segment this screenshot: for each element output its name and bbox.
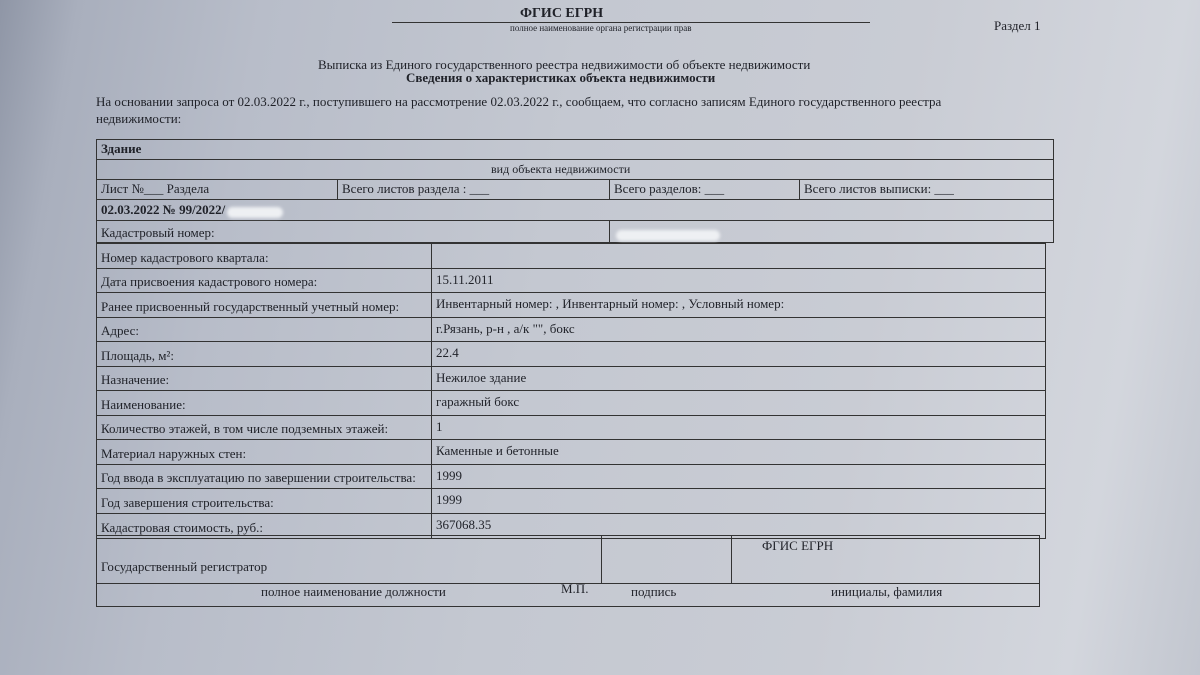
field-row <box>97 293 1045 318</box>
registrar-caption: полное наименование должности <box>261 584 446 599</box>
characteristics-table <box>96 243 1046 539</box>
signature-org-text: ФГИС ЕГРН <box>762 538 834 553</box>
field-label: Кадастровая стоимость, руб.: <box>101 520 264 535</box>
field-label: Дата присвоения кадастрового номера: <box>101 274 318 289</box>
extract-title: Выписка из Единого государственного реестра недвижимости об объекте недвижимости <box>318 57 811 72</box>
cadastral-number-value <box>609 221 1053 243</box>
registrar-label: Государственный регистратор <box>101 559 268 574</box>
field-value: Инвентарный номер: , Инвентарный номер: , Условный номер: <box>431 293 1045 317</box>
redaction-mark <box>227 207 283 218</box>
field-value: г.Рязань, р-н , а/к "", бокс <box>431 318 1045 342</box>
field-value: Нежилое здание <box>431 367 1045 391</box>
org-subtitle: полное наименование органа регистрации прав <box>510 23 692 33</box>
sheet-label: Лист №___ Раздела <box>101 181 210 196</box>
field-value: Каменные и бетонные <box>431 440 1045 464</box>
field-value: 1999 <box>431 489 1045 513</box>
object-type-row <box>97 140 1053 160</box>
cadastral-number-label: Кадастровый номер: <box>101 225 215 240</box>
total-sections: Всего разделов: ___ <box>609 180 799 199</box>
object-type-caption-row <box>97 160 1053 180</box>
field-label: Назначение: <box>101 372 170 387</box>
field-row <box>97 465 1045 490</box>
extract-subtitle: Сведения о характеристиках объекта недвижимости <box>406 70 716 85</box>
object-type-caption: вид объекта недвижимости <box>491 162 631 176</box>
field-row <box>97 440 1045 465</box>
total-sheets-extract: Всего листов выписки: ___ <box>799 180 1053 199</box>
signature-row <box>97 536 1039 584</box>
signature-caption: подпись <box>631 584 677 599</box>
object-type: Здание <box>101 141 142 156</box>
signature-field <box>601 536 731 583</box>
redaction-mark <box>616 230 720 241</box>
field-value: 367068.35 <box>431 514 1045 539</box>
field-value: 22.4 <box>431 342 1045 366</box>
field-row <box>97 416 1045 441</box>
field-row <box>97 367 1045 392</box>
cadastral-number-row <box>97 221 1053 243</box>
field-label: Адрес: <box>101 323 139 338</box>
field-label: Год ввода в эксплуатацию по завершении строительства: <box>101 470 416 485</box>
field-value: 15.11.2011 <box>431 269 1045 293</box>
total-sheets-section: Всего листов раздела : ___ <box>337 180 609 199</box>
field-row <box>97 489 1045 514</box>
signature-org <box>731 536 1039 583</box>
field-value: 1 <box>431 416 1045 440</box>
field-value <box>431 244 1045 268</box>
field-value: 1999 <box>431 465 1045 489</box>
object-info-table <box>96 139 1054 243</box>
org-title: ФГИС ЕГРН <box>520 6 604 21</box>
field-label: Номер кадастрового квартала: <box>101 249 269 265</box>
field-label: Площадь, м²: <box>101 347 174 363</box>
extract-number <box>97 200 497 220</box>
field-row <box>97 391 1045 416</box>
field-row <box>97 342 1045 367</box>
field-label: Ранее присвоенный государственный учетный номер: <box>101 298 400 314</box>
field-label: Количество этажей, в том числе подземных этажей: <box>101 421 389 436</box>
field-row <box>97 269 1045 294</box>
section-label: Раздел 1 <box>994 18 1041 33</box>
extract-number-text: 02.03.2022 № 99/2022/ <box>101 202 226 217</box>
basis-text: На основании запроса от 02.03.2022 г., поступившего на рассмотрение 02.03.2022 г., сообщаем, что согласно записям Единого государственного реестра недвижимости: <box>96 94 942 126</box>
name-caption: инициалы, фамилия <box>831 584 943 599</box>
sheet-info-row <box>97 180 1053 200</box>
field-value: гаражный бокс <box>431 391 1045 415</box>
field-label: Материал наружных стен: <box>101 445 247 461</box>
field-row <box>97 244 1045 269</box>
field-row <box>97 318 1045 343</box>
field-label: Наименование: <box>101 396 186 412</box>
extract-number-row <box>97 200 1053 221</box>
field-label: Год завершения строительства: <box>101 494 274 510</box>
stamp-placeholder: М.П. <box>561 581 589 596</box>
